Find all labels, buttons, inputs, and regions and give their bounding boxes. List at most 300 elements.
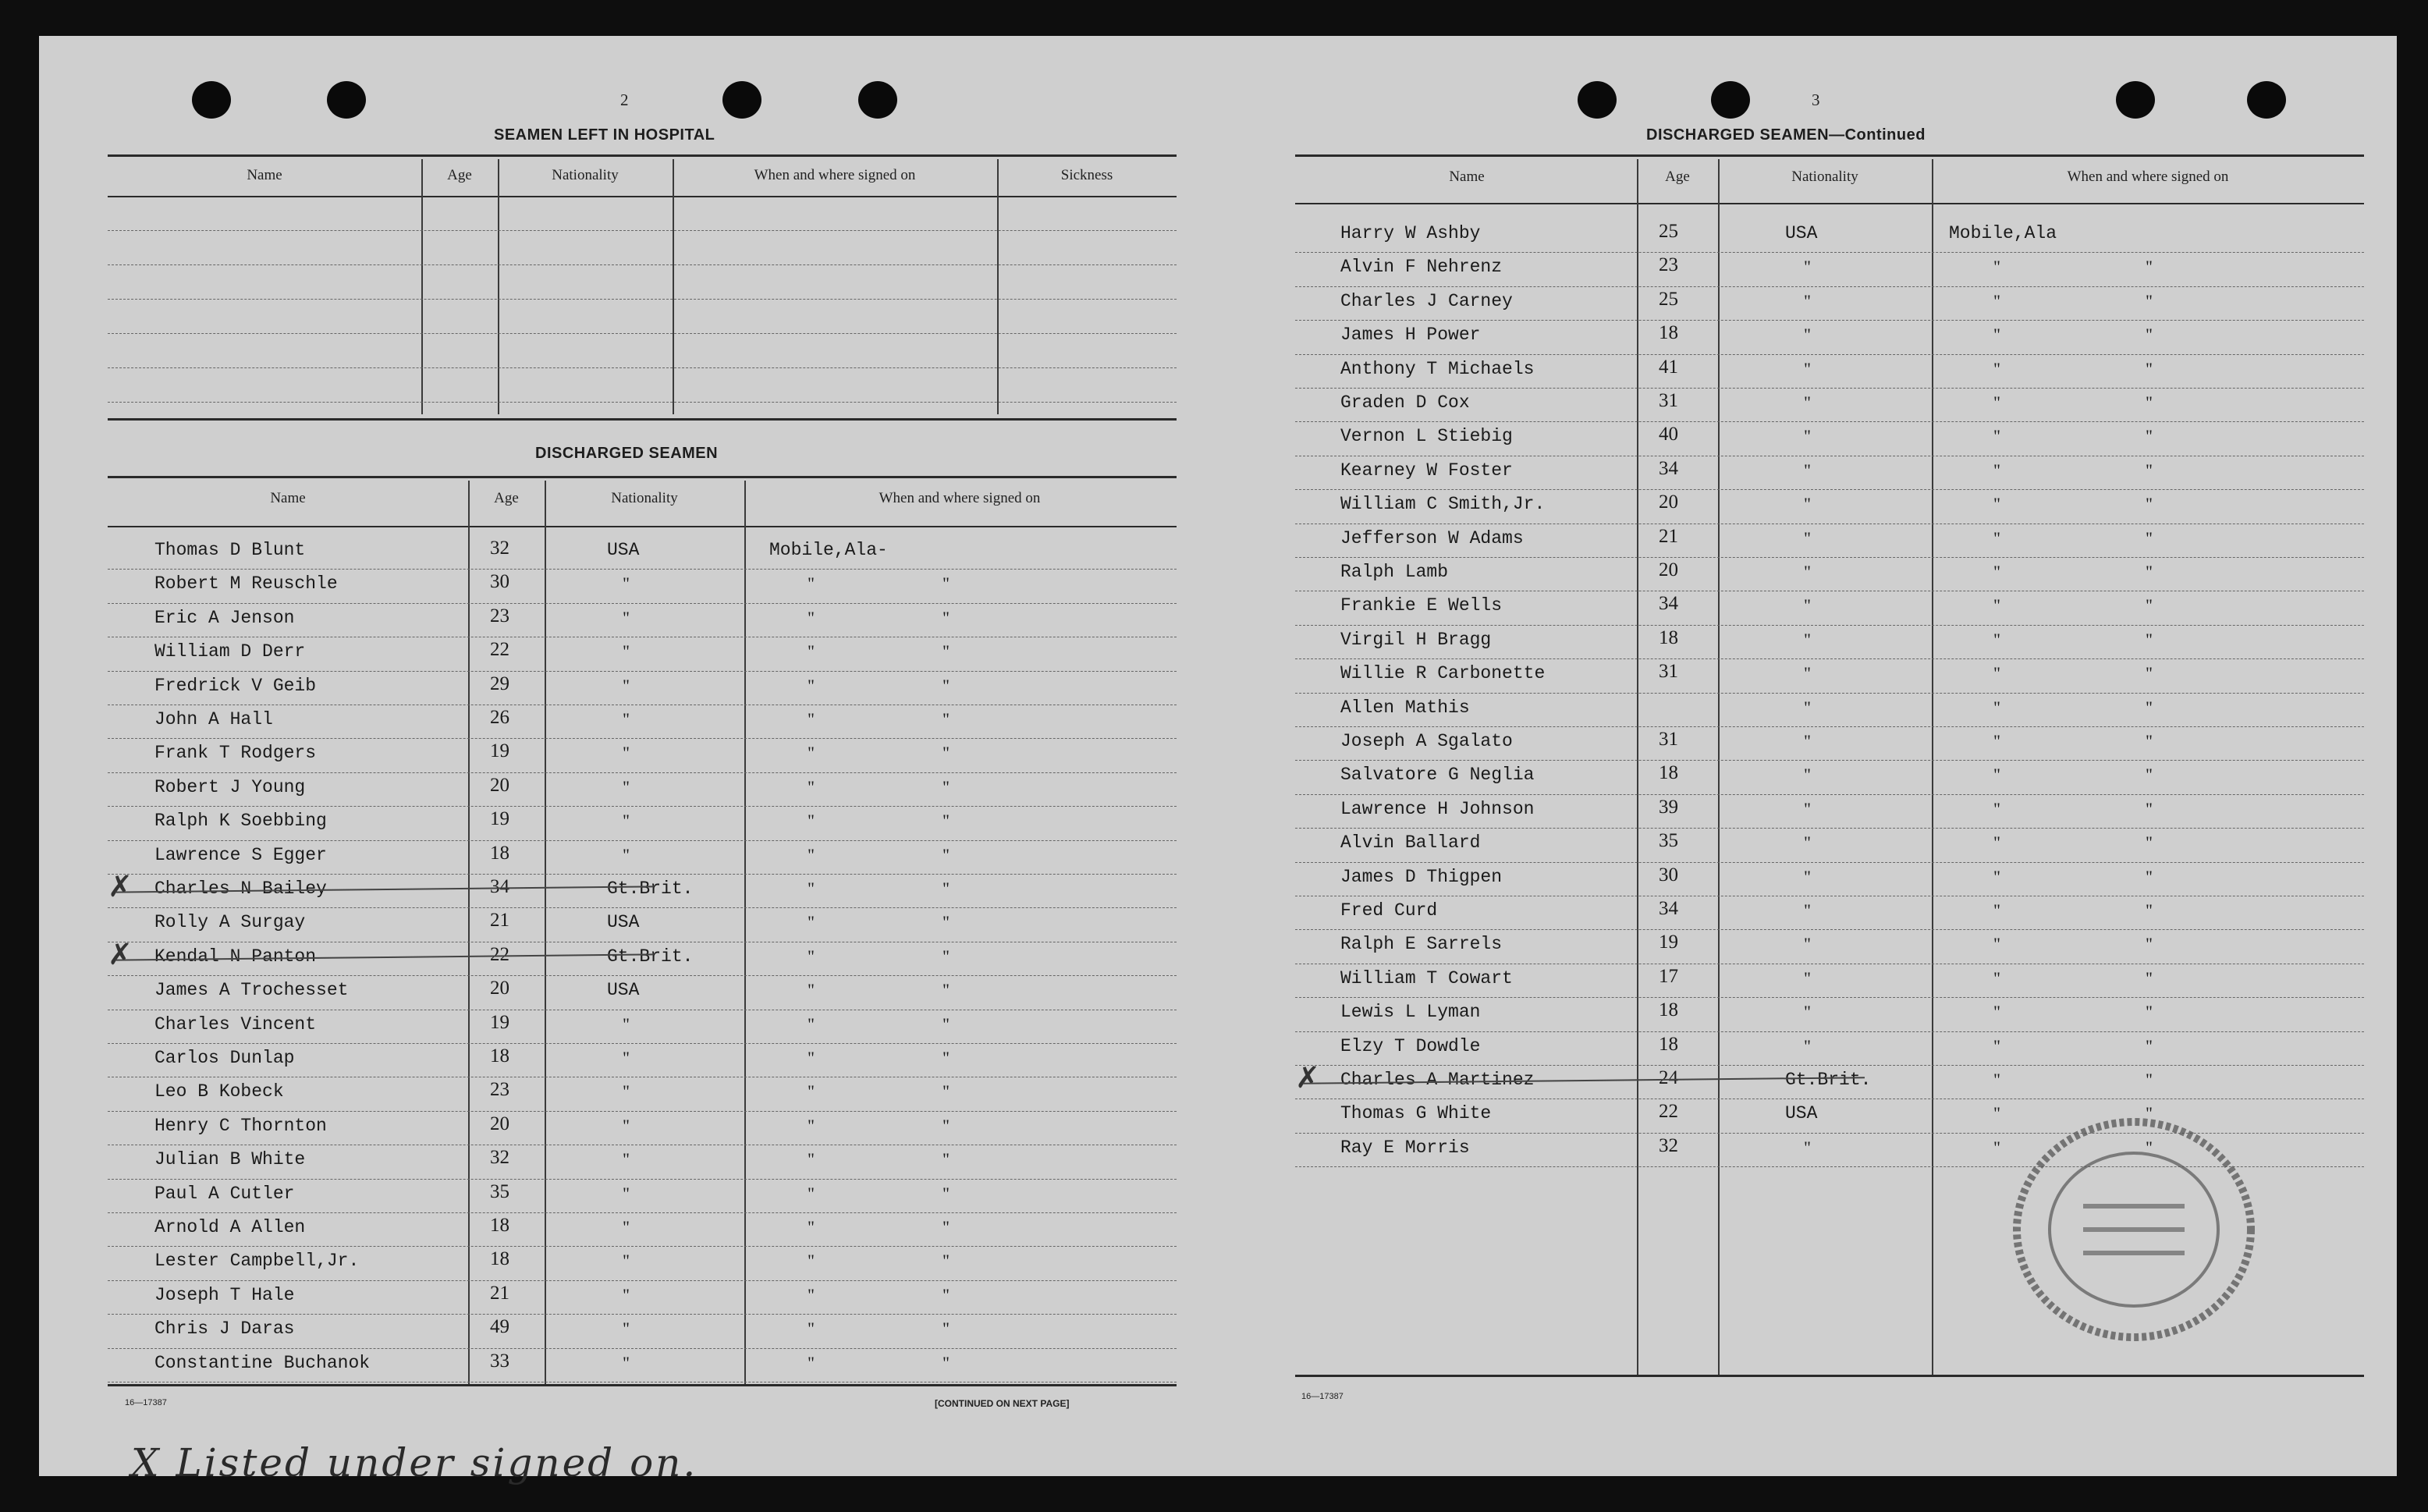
signed-on-date: "	[942, 1217, 950, 1237]
signed-on-date: "	[2146, 697, 2153, 717]
seaman-age: 23	[1659, 254, 1678, 276]
row-line	[108, 402, 1177, 403]
seaman-nationality: Gt.Brit.	[607, 878, 694, 899]
seaman-nationality: Gt.Brit.	[607, 946, 694, 967]
seaman-nationality: "	[623, 709, 630, 729]
seaman-age: 33	[490, 1350, 509, 1372]
rule	[108, 1384, 1177, 1386]
signed-on-place: "	[808, 607, 815, 627]
signed-on-date: "	[2146, 1035, 2153, 1056]
signed-on-date: "	[2146, 629, 2153, 649]
row-line	[108, 806, 1177, 807]
seaman-name: Fredrick V Geib	[154, 675, 317, 696]
signed-on-date: "	[2146, 392, 2153, 412]
seaman-name: Virgil H Bragg	[1340, 629, 1492, 650]
seaman-nationality: "	[623, 1183, 630, 1203]
seaman-name: Graden D Cox	[1340, 392, 1470, 413]
signed-on-place: "	[808, 1149, 815, 1169]
signed-on-place: "	[1993, 934, 2000, 954]
signed-on-place: "	[1993, 257, 2000, 277]
section-title: DISCHARGED SEAMEN—Continued	[1646, 126, 1926, 144]
column-header: Name	[247, 167, 282, 183]
seaman-age: 20	[490, 978, 509, 999]
seaman-nationality: "	[623, 776, 630, 797]
seaman-age: 31	[1659, 729, 1678, 750]
seaman-nationality: "	[1804, 460, 1811, 480]
signed-on-place: "	[1993, 460, 2000, 480]
row-line	[108, 671, 1177, 672]
seaman-nationality: "	[623, 811, 630, 831]
seaman-age: 34	[490, 876, 509, 897]
signed-on-place: Mobile,Ala-	[769, 540, 888, 560]
seaman-nationality: "	[1804, 527, 1811, 548]
column-divider	[545, 481, 546, 1384]
column-divider	[744, 481, 746, 1384]
column-header: Age	[494, 490, 519, 506]
seaman-nationality: "	[1804, 731, 1811, 751]
row-line	[108, 1280, 1177, 1281]
signed-on-place: "	[1993, 426, 2000, 446]
seaman-age: 19	[490, 808, 509, 830]
seaman-age: 18	[1659, 626, 1678, 648]
seaman-age: 21	[1659, 525, 1678, 547]
rule	[1295, 154, 2364, 157]
seaman-name: Arnold A Allen	[154, 1217, 306, 1237]
seaman-name: Harry W Ashby	[1340, 223, 1481, 243]
seaman-age: 26	[490, 707, 509, 728]
row-line	[1295, 388, 2364, 389]
seaman-age: 41	[1659, 356, 1678, 378]
cross-mark-icon: ✗	[108, 936, 133, 971]
signed-on-place: "	[1993, 527, 2000, 548]
seaman-name: Lewis L Lyman	[1340, 1002, 1481, 1023]
signed-on-place: "	[1993, 1103, 2000, 1123]
signed-on-place: "	[808, 1183, 815, 1203]
signed-on-place: "	[808, 1319, 815, 1339]
seaman-age: 24	[1659, 1067, 1678, 1088]
seaman-name: Charles N Bailey	[154, 878, 327, 899]
seaman-age: 20	[490, 1113, 509, 1134]
discharged-section-title: DISCHARGED SEAMEN	[535, 445, 719, 462]
signed-on-date: "	[942, 1081, 950, 1102]
column-header: Nationality	[552, 167, 619, 183]
seaman-name: Frankie E Wells	[1340, 595, 1503, 616]
seaman-age: 19	[490, 1011, 509, 1033]
seaman-name: James D Thigpen	[1340, 866, 1503, 887]
signed-on-place: "	[1993, 832, 2000, 853]
signed-on-date: "	[2146, 967, 2153, 988]
signed-on-place: "	[808, 1081, 815, 1102]
signed-on-place: "	[1993, 358, 2000, 378]
received-stamp-icon	[2009, 1113, 2259, 1347]
signed-on-place: "	[808, 641, 815, 662]
signed-on-place: "	[1993, 595, 2000, 616]
seaman-nationality: "	[1804, 290, 1811, 311]
signed-on-place: "	[1993, 798, 2000, 818]
seaman-nationality: "	[623, 1284, 630, 1304]
seaman-age: 49	[490, 1316, 509, 1338]
right-page	[1217, 36, 2397, 1476]
row-line	[108, 603, 1177, 604]
signed-on-place: "	[1993, 1002, 2000, 1022]
seaman-name: Frank T Rodgers	[154, 743, 317, 764]
signed-on-date: "	[2146, 358, 2153, 378]
seaman-age: 29	[490, 673, 509, 694]
signed-on-date: "	[2146, 1103, 2153, 1123]
signed-on-date: "	[942, 641, 950, 662]
signed-on-date: "	[942, 709, 950, 729]
seaman-age: 18	[490, 842, 509, 864]
seaman-name: Alvin Ballard	[1340, 832, 1481, 854]
seaman-name: Ralph Lamb	[1340, 562, 1449, 582]
column-header: When and where signed on	[2067, 169, 2229, 185]
seaman-nationality: "	[1804, 967, 1811, 988]
signed-on-date: "	[2146, 731, 2153, 751]
signed-on-date: "	[2146, 1137, 2153, 1157]
signed-on-date: "	[2146, 527, 2153, 548]
row-line	[108, 1179, 1177, 1180]
signed-on-place: "	[808, 980, 815, 1000]
punch-hole	[1578, 81, 1617, 119]
signed-on-date: "	[942, 844, 950, 864]
seaman-name: Kendal N Panton	[154, 946, 317, 967]
signed-on-date: "	[2146, 257, 2153, 277]
seaman-age: 22	[490, 943, 509, 965]
seaman-age: 31	[1659, 390, 1678, 411]
seaman-nationality: "	[1804, 1035, 1811, 1056]
signed-on-place: "	[808, 1251, 815, 1271]
column-header: When and where signed on	[879, 490, 1041, 506]
row-line	[1295, 760, 2364, 761]
seaman-name: James H Power	[1340, 325, 1481, 346]
seaman-name: Elzy T Dowdle	[1340, 1035, 1481, 1056]
seaman-nationality: "	[1804, 562, 1811, 581]
signed-on-date: "	[942, 1284, 950, 1304]
seaman-name: Paul A Cutler	[154, 1183, 295, 1204]
seaman-name: Lawrence S Egger	[154, 844, 327, 865]
rule	[1295, 203, 2364, 204]
seaman-name: Ralph E Sarrels	[1340, 934, 1503, 955]
hospital-section-title: SEAMEN LEFT IN HOSPITAL	[494, 126, 715, 144]
seaman-age: 35	[490, 1180, 509, 1202]
signed-on-place: "	[1993, 494, 2000, 514]
seaman-nationality: "	[623, 1319, 630, 1339]
row-line	[108, 840, 1177, 841]
seaman-age: 18	[1659, 999, 1678, 1021]
cross-mark-icon: ✗	[1295, 1060, 1320, 1095]
seaman-age: 21	[490, 910, 509, 932]
signed-on-place: "	[1993, 1070, 2000, 1089]
seaman-name: Vernon L Stiebig	[1340, 426, 1513, 447]
seaman-name: Fred Curd	[1340, 900, 1438, 921]
seaman-age: 18	[1659, 762, 1678, 784]
seaman-age: 34	[1659, 593, 1678, 615]
seaman-nationality: "	[1804, 1137, 1811, 1157]
signed-on-place: "	[1993, 663, 2000, 683]
seaman-age: 32	[1659, 1134, 1678, 1156]
signed-on-place: "	[1993, 731, 2000, 751]
seaman-nationality: "	[1804, 629, 1811, 649]
seaman-age: 19	[1659, 932, 1678, 953]
row-line	[108, 1246, 1177, 1247]
punch-hole	[1711, 81, 1750, 119]
signed-on-place: "	[1993, 392, 2000, 412]
signed-on-date: "	[942, 1319, 950, 1339]
form-number: 16—17387	[125, 1398, 167, 1407]
seaman-name: Henry C Thornton	[154, 1115, 327, 1136]
seaman-nationality: "	[623, 641, 630, 662]
row-line	[108, 1111, 1177, 1112]
row-line	[1295, 693, 2364, 694]
punch-hole	[327, 81, 366, 119]
column-header: When and where signed on	[754, 167, 916, 183]
seaman-nationality: "	[1804, 392, 1811, 412]
seaman-age: 25	[1659, 288, 1678, 310]
column-header: Name	[1449, 169, 1485, 185]
seaman-name: Charles A Martinez	[1340, 1070, 1535, 1090]
row-line	[1295, 286, 2364, 287]
row-line	[108, 569, 1177, 570]
page-number: 3	[1812, 91, 1820, 109]
row-line	[108, 738, 1177, 739]
seaman-name: John A Hall	[154, 709, 273, 729]
seaman-nationality: "	[1804, 934, 1811, 954]
row-line	[1295, 625, 2364, 626]
signed-on-date: "	[2146, 595, 2153, 616]
seaman-age: 18	[490, 1248, 509, 1270]
row-line	[108, 907, 1177, 908]
seaman-nationality: USA	[1785, 1103, 1818, 1124]
seaman-nationality: "	[1804, 1002, 1811, 1022]
rule	[108, 196, 1177, 197]
seaman-name: William C Smith,Jr.	[1340, 494, 1546, 515]
seaman-name: Lester Campbell,Jr.	[154, 1251, 360, 1272]
signed-on-place: "	[808, 1352, 815, 1372]
signed-on-place: "	[808, 878, 815, 898]
row-line	[1295, 828, 2364, 829]
signed-on-place: "	[808, 709, 815, 729]
punch-hole	[2116, 81, 2155, 119]
signed-on-date: "	[2146, 663, 2153, 683]
seaman-age: 20	[490, 774, 509, 796]
signed-on-date: "	[942, 1048, 950, 1067]
signed-on-date: "	[2146, 798, 2153, 818]
seaman-age: 40	[1659, 424, 1678, 445]
signed-on-place: "	[1993, 290, 2000, 311]
rule	[108, 476, 1177, 478]
seaman-nationality: USA	[607, 912, 640, 933]
row-line	[1295, 929, 2364, 930]
row-line	[108, 1212, 1177, 1213]
column-divider	[673, 159, 674, 414]
signed-on-place: "	[808, 1217, 815, 1237]
column-header: Nationality	[1791, 169, 1858, 185]
row-line	[108, 299, 1177, 300]
seaman-nationality: USA	[607, 540, 640, 560]
seaman-age: 34	[1659, 457, 1678, 479]
signed-on-date: "	[2146, 460, 2153, 480]
seaman-nationality: "	[623, 844, 630, 864]
seaman-age: 22	[1659, 1101, 1678, 1123]
signed-on-date: "	[2146, 562, 2153, 581]
signed-on-date: "	[942, 1149, 950, 1169]
seaman-name: William D Derr	[154, 641, 306, 662]
signed-on-place: "	[1993, 325, 2000, 345]
rule	[108, 526, 1177, 527]
seaman-age: 20	[1659, 492, 1678, 513]
seaman-name: Ralph K Soebbing	[154, 811, 327, 832]
row-line	[1295, 1031, 2364, 1032]
row-line	[108, 874, 1177, 875]
signed-on-date: "	[2146, 900, 2153, 920]
seaman-name: Charles Vincent	[154, 1013, 317, 1035]
seaman-name: William T Cowart	[1340, 967, 1513, 988]
signed-on-place: "	[808, 743, 815, 763]
column-divider	[468, 481, 470, 1384]
row-line	[108, 264, 1177, 265]
signed-on-place: "	[808, 573, 815, 594]
signed-on-date: "	[2146, 426, 2153, 446]
seaman-age: 23	[490, 605, 509, 626]
row-line	[1295, 252, 2364, 253]
seaman-nationality: "	[1804, 257, 1811, 277]
seaman-age: 20	[1659, 559, 1678, 580]
signed-on-place: "	[1993, 765, 2000, 785]
signed-on-date: "	[2146, 832, 2153, 853]
signed-on-date: "	[2146, 1002, 2153, 1022]
signed-on-place: "	[1993, 697, 2000, 717]
seaman-age: 22	[490, 639, 509, 661]
column-header: Sickness	[1060, 167, 1113, 183]
seaman-nationality: "	[1804, 426, 1811, 446]
seaman-age: 18	[1659, 1033, 1678, 1055]
rule	[108, 418, 1177, 421]
seaman-age: 30	[490, 571, 509, 593]
signed-on-date: "	[942, 573, 950, 594]
column-divider	[421, 159, 423, 414]
seaman-age: 17	[1659, 965, 1678, 987]
seaman-name: Willie R Carbonette	[1340, 663, 1546, 684]
signed-on-date: "	[2146, 325, 2153, 345]
seaman-age: 32	[490, 1147, 509, 1169]
seaman-nationality: "	[1804, 494, 1811, 514]
row-line	[1295, 489, 2364, 490]
seaman-age: 39	[1659, 796, 1678, 818]
signed-on-place: "	[808, 675, 815, 695]
seaman-age: 23	[490, 1079, 509, 1101]
seaman-nationality: USA	[1785, 223, 1818, 243]
row-line	[1295, 997, 2364, 998]
seaman-age: 18	[490, 1045, 509, 1067]
column-divider	[498, 159, 499, 414]
seaman-nationality: "	[1804, 900, 1811, 920]
signed-on-date: "	[2146, 934, 2153, 954]
seaman-age: 19	[490, 740, 509, 762]
punch-hole	[722, 81, 761, 119]
punch-hole	[858, 81, 897, 119]
signed-on-place: "	[808, 811, 815, 831]
signed-on-date: "	[942, 675, 950, 695]
seaman-nationality: "	[1804, 765, 1811, 785]
row-line	[1295, 794, 2364, 795]
seaman-name: Leo B Kobeck	[154, 1081, 284, 1102]
column-divider	[997, 159, 999, 414]
seaman-age: 25	[1659, 221, 1678, 242]
seaman-nationality: "	[1804, 358, 1811, 378]
signed-on-date: "	[2146, 290, 2153, 311]
column-header: Age	[447, 167, 472, 183]
row-line	[108, 333, 1177, 334]
signed-on-date: "	[942, 878, 950, 898]
seaman-name: Robert M Reuschle	[154, 573, 338, 595]
punch-hole	[2247, 81, 2286, 119]
row-line	[108, 1043, 1177, 1044]
seaman-name: Robert J Young	[154, 776, 306, 797]
signed-on-place: "	[1993, 629, 2000, 649]
signed-on-place: "	[808, 776, 815, 797]
row-line	[1295, 726, 2364, 727]
seaman-nationality: "	[623, 1352, 630, 1372]
signed-on-date: "	[2146, 1070, 2153, 1089]
signed-on-date: "	[2146, 765, 2153, 785]
page-number: 2	[620, 91, 629, 109]
column-divider	[1932, 159, 1933, 1375]
signed-on-date: "	[942, 607, 950, 627]
left-page	[39, 36, 1217, 1485]
row-line	[1295, 421, 2364, 422]
seaman-name: Carlos Dunlap	[154, 1048, 295, 1068]
seaman-name: Alvin F Nehrenz	[1340, 257, 1503, 278]
seaman-nationality: "	[1804, 663, 1811, 683]
seaman-name: Eric A Jenson	[154, 607, 295, 628]
seaman-name: Thomas D Blunt	[154, 540, 306, 560]
column-divider	[1718, 159, 1720, 1375]
seaman-nationality: "	[1804, 798, 1811, 818]
row-line	[1295, 557, 2364, 558]
seaman-nationality: "	[623, 1048, 630, 1067]
signed-on-place: "	[1993, 900, 2000, 920]
seaman-name: Jefferson W Adams	[1340, 527, 1524, 548]
seaman-age: 35	[1659, 830, 1678, 852]
row-line	[108, 975, 1177, 976]
seaman-age: 18	[1659, 322, 1678, 344]
signed-on-place: Mobile,Ala	[1949, 223, 2057, 243]
form-number: 16—17387	[1301, 1392, 1344, 1401]
seaman-nationality: "	[623, 1251, 630, 1271]
signed-on-place: "	[808, 1013, 815, 1034]
cross-mark-icon: ✗	[108, 869, 133, 903]
seaman-nationality: "	[623, 573, 630, 594]
seaman-name: Kearney W Foster	[1340, 460, 1513, 481]
signed-on-place: "	[1993, 1035, 2000, 1056]
signed-on-date: "	[942, 811, 950, 831]
seaman-name: Salvatore G Neglia	[1340, 765, 1535, 786]
signed-on-place: "	[808, 1048, 815, 1067]
seaman-nationality: "	[623, 1115, 630, 1135]
seaman-name: Anthony T Michaels	[1340, 358, 1535, 379]
seaman-nationality: "	[623, 1149, 630, 1169]
seaman-name: Joseph T Hale	[154, 1284, 295, 1305]
seaman-name: Rolly A Surgay	[154, 912, 306, 933]
seaman-nationality: "	[1804, 697, 1811, 717]
signed-on-place: "	[1993, 866, 2000, 886]
seaman-age: 21	[490, 1282, 509, 1304]
seaman-nationality: "	[1804, 866, 1811, 886]
signed-on-date: "	[942, 743, 950, 763]
rule	[108, 154, 1177, 157]
seaman-nationality: "	[623, 1013, 630, 1034]
seaman-name: James A Trochesset	[154, 980, 349, 1001]
